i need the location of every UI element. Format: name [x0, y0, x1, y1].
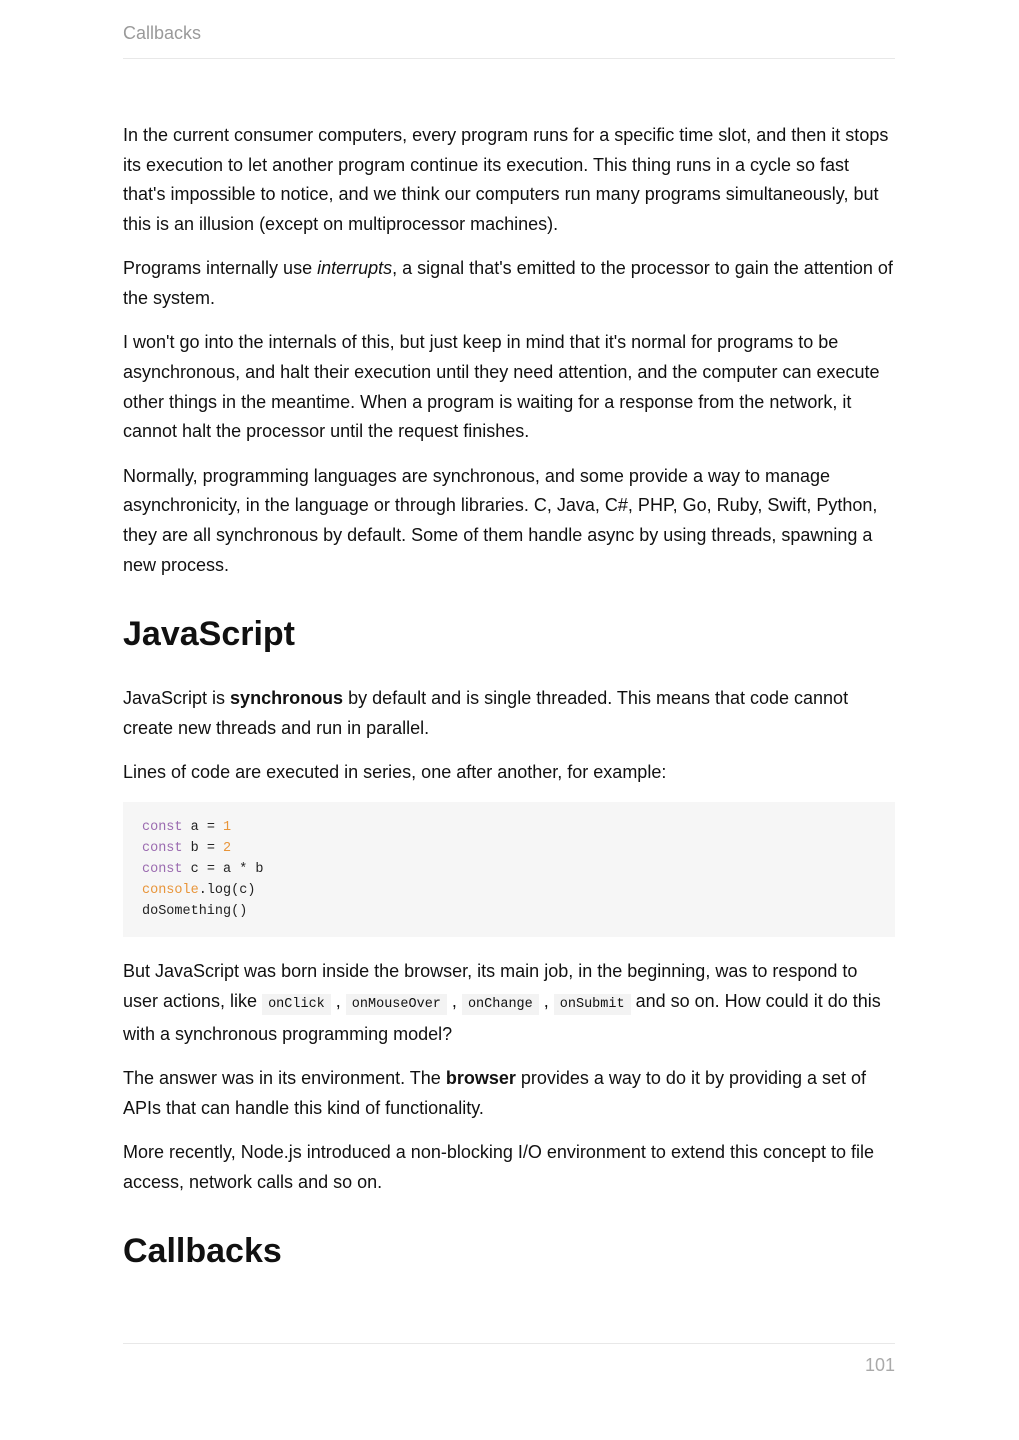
- text: ,: [446, 991, 462, 1012]
- emphasis: interrupts: [317, 258, 393, 279]
- paragraph: I won't go into the internals of this, but just keep in mind that it's normal for programs to be asynchronous, and halt their execution until they need attention, and the computer can execute other things in the meantime. When a program is waiting for a response from the network, it cannot halt the processor until the request finishes.: [123, 332, 880, 442]
- page-number: 101: [864, 1355, 895, 1375]
- text: , a signal that's emitted to the processor to gain the attention of the system.: [123, 258, 893, 309]
- code-number: 1: [223, 820, 232, 836]
- inline-code: onChange: [462, 994, 539, 1015]
- text: JavaScript is: [123, 688, 231, 709]
- text: provides a way to do it by providing a set of APIs that can handle this kind of functionality.: [123, 1068, 867, 1118]
- bold-text: browser: [445, 1068, 516, 1089]
- code-text: c = a * b: [182, 862, 264, 878]
- code-number: 2: [223, 841, 232, 857]
- paragraph: [123, 254, 895, 313]
- header-divider: [123, 58, 895, 59]
- text: Programs internally use: [123, 258, 318, 279]
- paragraph: Lines of code are executed in series, one after another, for example:: [123, 762, 667, 783]
- running-header: Callbacks: [123, 23, 202, 43]
- text: and so on. How could it do this with a synchronous programming model?: [123, 991, 881, 1044]
- paragraph: In the current consumer computers, every program runs for a specific time slot, and then it stops its execution to let another program continue its execution. This thing runs in a cycle so fast that's impossible to notice, and we think our computers run many programs simultaneously, but this is an illusion (except on multiprocessor machines).: [123, 125, 889, 235]
- text: But JavaScript was born inside the browser, its main job, in the beginning, was to respond to user actions, like: [123, 961, 858, 1012]
- code-keyword: const: [142, 820, 183, 836]
- paragraph: [123, 957, 895, 1049]
- section-heading: Callbacks: [123, 1232, 282, 1271]
- code-block: [123, 802, 895, 937]
- inline-code: onSubmit: [554, 994, 631, 1015]
- code-keyword: const: [142, 862, 183, 878]
- bold-text: synchronous: [230, 688, 344, 709]
- paragraph: Normally, programming languages are synchronous, and some provide a way to manage asynchronicity, in the language or through libraries. C, Java, C#, PHP, Go, Ruby, Swift, Python, they are all synchronous by default. Some of them handle async by using threads, spawning a new process.: [123, 465, 878, 575]
- text: ,: [330, 991, 346, 1012]
- code-text: .log(c): [198, 883, 256, 899]
- text: by default and is single threaded. This means that code cannot create new threads and run in parallel.: [123, 688, 849, 739]
- inline-code: onMouseOver: [346, 994, 447, 1015]
- text: ,: [538, 991, 554, 1012]
- code-text: doSomething(): [142, 904, 248, 920]
- code-keyword: const: [142, 841, 183, 857]
- page-content: [123, 121, 895, 1301]
- code-object: console: [142, 883, 199, 899]
- inline-code: onClick: [262, 994, 331, 1015]
- section-heading: JavaScript: [123, 615, 295, 654]
- footer-divider: [123, 1343, 895, 1344]
- paragraph: [123, 684, 895, 743]
- text: The answer was in its environment. The: [123, 1068, 446, 1089]
- paragraph: [123, 1064, 895, 1123]
- paragraph: More recently, Node.js introduced a non-blocking I/O environment to extend this concept to file access, network calls and so on.: [123, 1141, 875, 1192]
- code-text: a =: [182, 820, 224, 836]
- code-text: b =: [182, 841, 224, 857]
